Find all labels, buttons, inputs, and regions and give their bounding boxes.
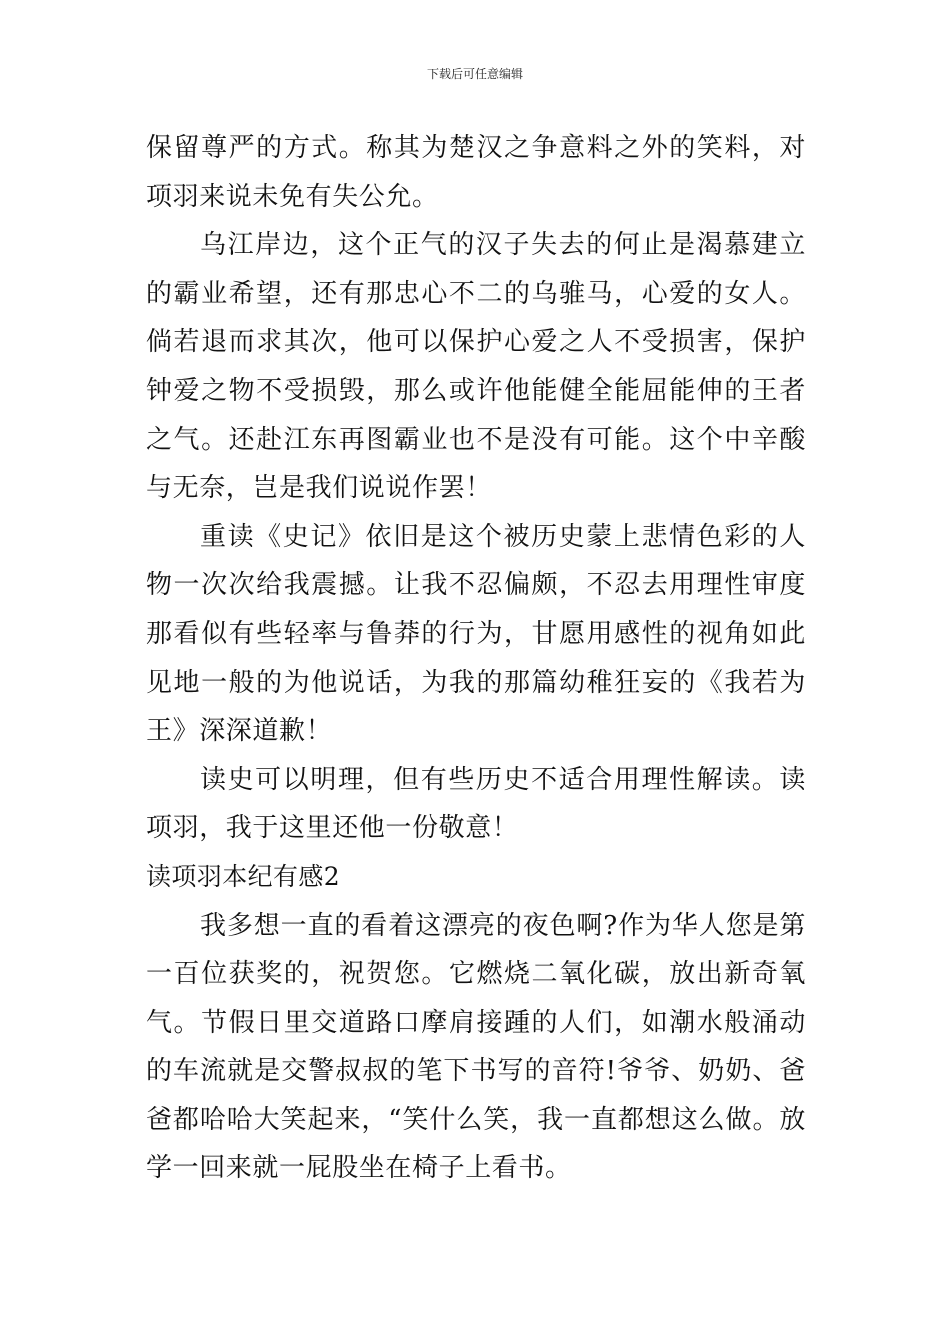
- page-header-note: 下载后可任意编辑: [426, 67, 523, 81]
- document-body: [146, 124, 806, 1193]
- paragraph-night-view: 我多想一直的看着这漂亮的夜色啊?作为华人您是第一百位获奖的，祝贺您。它燃烧二氧化碳，放出新奇氧气。节假日里交道路口摩肩接踵的人们，如潮水般涌动的车流就是交警叔叔的笔下书写的音符!爷爷、奶奶、爸爸都哈哈大笑起来，“笑什么笑，我一直都想这么做。放学一回来就一屁股坐在椅子上看书。: [146, 910, 806, 1184]
- paragraph-respect: 读史可以明理，但有些历史不适合用理性解读。读项羽，我于这里还他一份敬意！: [146, 764, 806, 844]
- paragraph-reread-shiji: 重读《史记》依旧是这个被历史蒙上悲情色彩的人物一次次给我震撼。让我不忍偏颇，不忍去用理性审度那看似有些轻率与鲁莽的行为，甘愿用感性的视角如此见地一般的为他说话，为我的那篇幼稚狂妄的《我若为王》深深道歉！: [146, 521, 806, 747]
- paragraph-wujiang: 乌江岸边，这个正气的汉子失去的何止是渴慕建立的霸业希望，还有那忠心不二的乌骓马，心爱的女人。倘若退而求其次，他可以保护心爱之人不受损害，保护钟爱之物不受损毁，那么或许他能健全能屈能伸的王者之气。还赴江东再图霸业也不是没有可能。这个中辛酸与无奈，岂是我们说说作罢！: [146, 230, 806, 504]
- section-heading: 读项羽本纪有感2: [146, 861, 341, 891]
- paragraph-continuation: 保留尊严的方式。称其为楚汉之争意料之外的笑料，对项羽来说未免有失公允。: [146, 133, 806, 212]
